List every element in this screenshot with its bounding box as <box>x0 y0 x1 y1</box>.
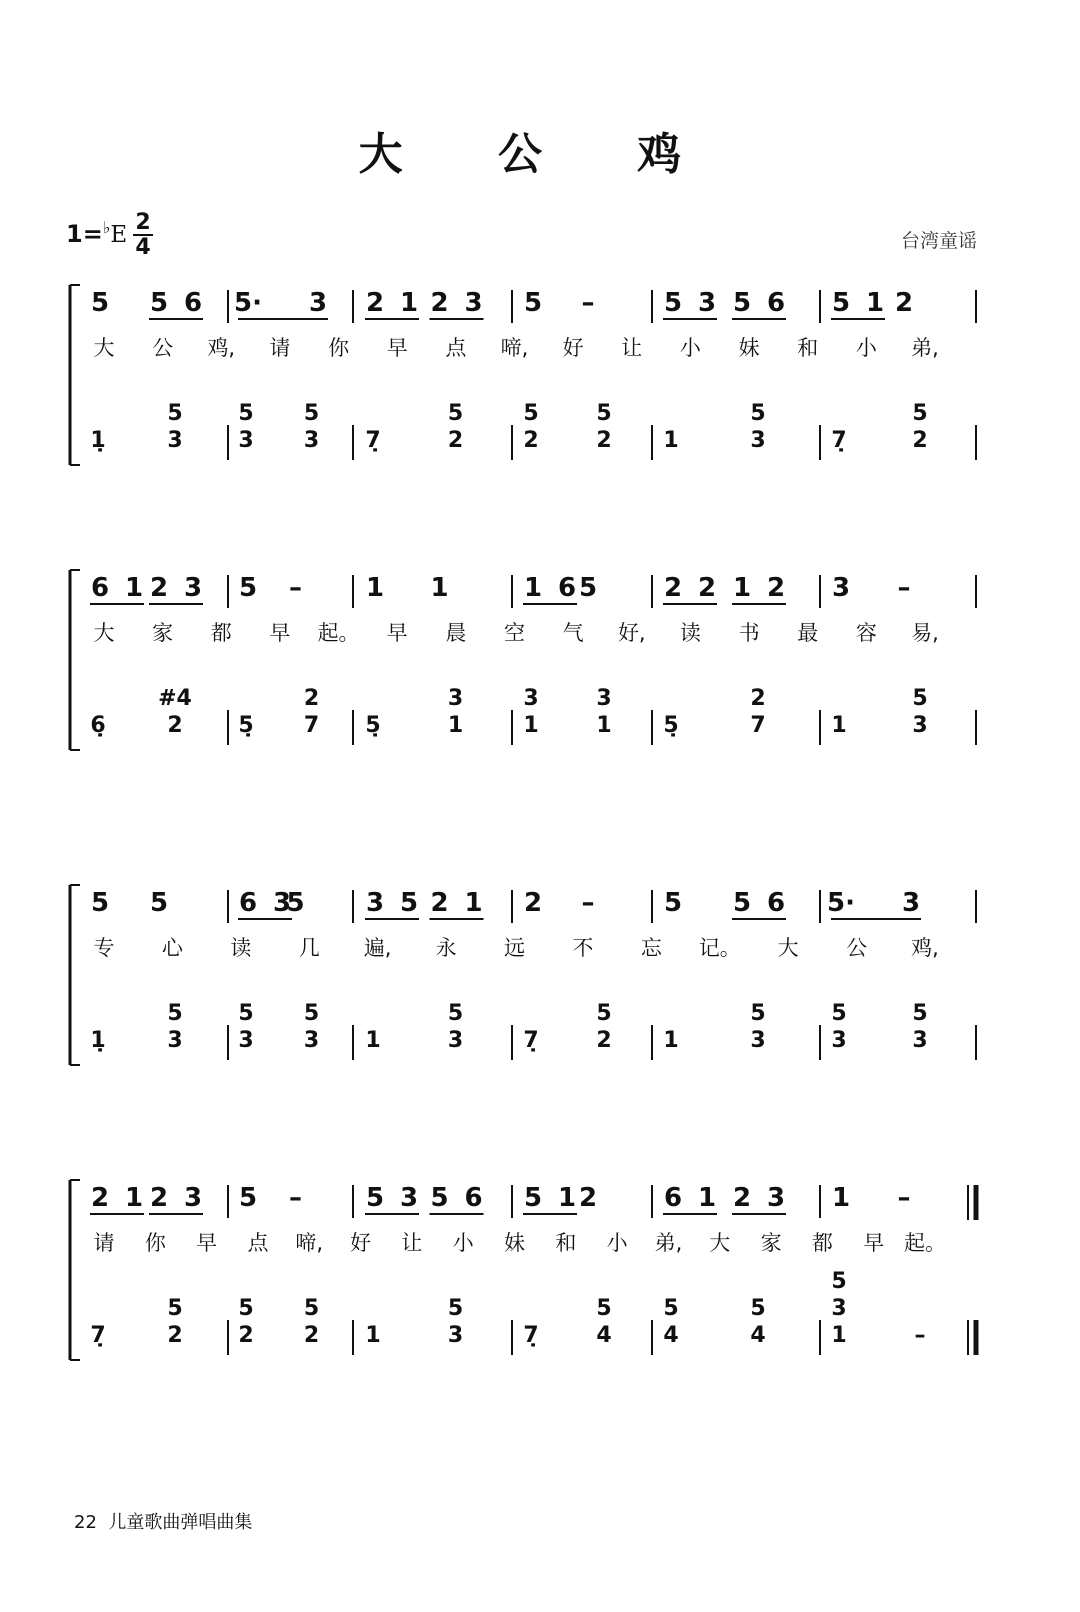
chord-note: 7 <box>750 713 766 738</box>
lyric-char: 晨 <box>445 621 467 645</box>
melody-note: 1 <box>557 1183 577 1213</box>
lyric-char: 公 <box>846 936 868 960</box>
melody-note: 2 <box>149 573 169 603</box>
chord-note: 5 <box>447 1296 464 1321</box>
lyric-char: 你 <box>328 336 350 360</box>
chord-note: 5 <box>596 1001 612 1026</box>
chord-note: 3 <box>596 686 612 711</box>
chord-note: 3 <box>831 1296 847 1321</box>
bass-note: 1̣ <box>90 1028 106 1053</box>
chord-note: 2 <box>238 1323 254 1348</box>
chord-note: 5 <box>238 401 254 426</box>
lyric-char: 专 <box>93 936 115 960</box>
chord-note: 3 <box>303 428 320 453</box>
chord-note: 2 <box>167 713 183 738</box>
lyric-char: 鸡, <box>911 936 939 960</box>
meter-bottom: 4 <box>135 235 151 260</box>
chord-note: 3 <box>750 1028 766 1053</box>
bass-note: 1̣ <box>90 428 106 453</box>
melody-note: 1 <box>732 573 752 603</box>
melody-note: 5 <box>90 288 110 318</box>
chord-note: 3 <box>167 428 183 453</box>
lyric-char: 小 <box>606 1231 628 1255</box>
melody-note: 1 <box>124 573 144 603</box>
melody-note: 3 <box>464 288 483 318</box>
melody-note: 2 <box>578 1183 598 1213</box>
lyric-char: 最 <box>797 621 819 645</box>
chord-note: 5 <box>303 401 320 426</box>
bass-note: 7̣ <box>831 428 847 453</box>
melody-note: 2 <box>894 288 914 318</box>
melody-note: 5 <box>663 288 683 318</box>
dash-sustain: – <box>897 573 911 603</box>
lyric-char: 都 <box>210 621 232 645</box>
lyric-char: 啼, <box>500 336 529 360</box>
chord-note: 2 <box>596 428 612 453</box>
lyric-char: 点 <box>445 336 467 360</box>
lyric-char: 读 <box>679 621 701 645</box>
melody-note: 5 <box>286 888 305 918</box>
melody-note: 1 <box>865 288 885 318</box>
melody-note: 5 <box>399 888 419 918</box>
dash-sustain: – <box>289 573 302 603</box>
lyric-char: 书 <box>738 621 760 645</box>
lyric-char: 早 <box>269 621 291 645</box>
melody-note: 1 <box>399 288 419 318</box>
chord-note: 5 <box>750 1001 766 1026</box>
lyric-char: 弟, <box>911 336 939 360</box>
melody-note: 2 <box>663 573 683 603</box>
melody-note: 5 <box>831 288 851 318</box>
lyric-char: 点 <box>247 1231 269 1255</box>
chord-note: 1 <box>596 713 612 738</box>
lyric-char: 远 <box>504 936 525 960</box>
lyric-char: 和 <box>555 1231 577 1255</box>
melody-note: 6 <box>238 888 258 918</box>
bass-note: 1 <box>365 1028 381 1053</box>
chord-note: 5 <box>303 1296 320 1321</box>
bass-note: 6̣ <box>90 713 106 738</box>
lyric-char: 妹 <box>504 1231 525 1255</box>
chord-note: 5 <box>523 401 539 426</box>
chord-note: 5 <box>596 401 612 426</box>
melody-note: 5 <box>238 1183 258 1213</box>
melody-note: 6 <box>766 888 786 918</box>
chord-note: 5 <box>447 1001 464 1026</box>
melody-note: 5 <box>365 1183 385 1213</box>
dash-sustain: – <box>289 1183 302 1213</box>
melody-note: 6 <box>90 573 110 603</box>
lyric-char: 忘 <box>640 936 662 960</box>
melody-note: 5 <box>523 288 543 318</box>
lyric-char: 起。 <box>317 621 360 645</box>
chord-note: 1 <box>831 1323 847 1348</box>
lyric-char: 易, <box>911 621 939 645</box>
chord-note: 5 <box>912 686 928 711</box>
lyric-char: 让 <box>621 336 643 360</box>
lyric-char: 早 <box>386 336 408 360</box>
chord-note: 2 <box>523 428 539 453</box>
lyric-char: 早 <box>196 1231 218 1255</box>
lyric-char: 不 <box>572 936 594 960</box>
melody-note: 5 <box>238 573 258 603</box>
melody-note: 6 <box>766 288 786 318</box>
chord-note: 3 <box>447 1028 464 1053</box>
bass-note: 7̣ <box>523 1323 539 1348</box>
key-prefix: 1= <box>66 220 103 248</box>
chord-note: 5 <box>750 401 766 426</box>
dash-sustain: – <box>581 888 595 918</box>
lyric-char: 空 <box>504 621 525 645</box>
chord-note: 3 <box>303 1028 320 1053</box>
melody-note: 3 <box>272 888 292 918</box>
chord-note: 3 <box>523 686 539 711</box>
chord-note: 3 <box>831 1028 847 1053</box>
chord-note: 5 <box>167 401 183 426</box>
chord-note: 5 <box>750 1296 766 1321</box>
melody-note: 3 <box>766 1183 786 1213</box>
chord-note: 3 <box>238 428 254 453</box>
chord-note: 3 <box>912 713 928 738</box>
lyric-char: 心 <box>161 936 183 960</box>
melody-note: 1 <box>430 573 449 603</box>
lyric-char: 早 <box>386 621 408 645</box>
melody-note: 6 <box>464 1183 483 1213</box>
bass-note: 1 <box>663 1028 679 1053</box>
chord-note: 5 <box>238 1296 254 1321</box>
chord-note: 2 <box>167 1323 183 1348</box>
lyric-char: 小 <box>679 336 701 360</box>
bass-note: 1 <box>365 1323 381 1348</box>
lyric-char: 读 <box>230 936 252 960</box>
lyric-char: 妹 <box>738 336 760 360</box>
lyric-char: 早 <box>863 1231 885 1255</box>
bass-note: 7̣ <box>90 1323 106 1348</box>
bass-note: 5̣ <box>238 713 254 738</box>
page-footer <box>74 1508 252 1534</box>
melody-note: 3 <box>901 888 921 918</box>
melody-note: 5 <box>430 1183 449 1213</box>
chord-note: 2 <box>750 686 766 711</box>
lyric-char: 永 <box>435 936 457 960</box>
chord-note: 3 <box>167 1028 183 1053</box>
lyric-char: 起。 <box>904 1231 946 1255</box>
bass-note: 1 <box>831 713 847 738</box>
chord-note: 1 <box>523 713 539 738</box>
chord-note: 1 <box>447 713 464 738</box>
lyric-char: 好 <box>562 336 584 360</box>
melody-note: 3 <box>183 1183 203 1213</box>
song-title: 大 公 鸡 <box>358 129 722 180</box>
chord-note: 5 <box>912 1001 928 1026</box>
lyric-char: 鸡, <box>207 336 236 360</box>
melody-note: 2 <box>365 288 385 318</box>
flat-sign: ♭ <box>102 218 111 237</box>
lyric-char: 好 <box>350 1231 372 1255</box>
chord-note: 2 <box>303 686 320 711</box>
lyric-char: 弟, <box>654 1231 683 1255</box>
melody-note: 5 <box>149 888 169 918</box>
dash-sustain: – <box>581 288 595 318</box>
chord-note: 2 <box>447 428 464 453</box>
bass-note: 1 <box>663 428 679 453</box>
melody-note: 2 <box>732 1183 752 1213</box>
melody-note: 5 <box>732 288 752 318</box>
chord-note: 5 <box>167 1001 183 1026</box>
melody-note: 2 <box>697 573 717 603</box>
lyric-char: 几 <box>298 936 320 960</box>
chord-note: 2 <box>303 1323 320 1348</box>
melody-note: 3 <box>399 1183 419 1213</box>
chord-note: 5 <box>596 1296 612 1321</box>
chord-note: 5 <box>663 1296 679 1321</box>
melody-note: 5 <box>578 573 598 603</box>
chord-note: 4 <box>750 1323 766 1348</box>
meter-top: 2 <box>135 210 151 235</box>
chord-note: 3 <box>447 686 464 711</box>
bass-note: 7̣ <box>365 428 381 453</box>
melody-note: 2 <box>766 573 786 603</box>
melody-note: 1 <box>365 573 385 603</box>
melody-note: 1 <box>124 1183 144 1213</box>
bass-note: 5̣ <box>365 713 381 738</box>
composer-credit: 台湾童谣 <box>900 230 977 252</box>
chord-note: 2 <box>596 1028 612 1053</box>
melody-note: 5· <box>234 288 262 318</box>
chord-note: 5 <box>912 401 928 426</box>
bass-note: 7̣ <box>523 1028 539 1053</box>
lyric-char: 让 <box>401 1231 423 1255</box>
chord-note: 4 <box>596 1323 612 1348</box>
melody-note: 5 <box>523 1183 543 1213</box>
chord-note: 7 <box>303 713 320 738</box>
lyric-char: 气 <box>562 621 584 645</box>
dash-sustain: – <box>897 1183 911 1213</box>
page-number: 22 <box>74 1512 97 1533</box>
lyric-char: 公 <box>152 336 174 360</box>
chord-note: 3 <box>447 1323 464 1348</box>
lyric-char: 好, <box>617 621 646 645</box>
melody-note: 5· <box>827 888 855 918</box>
lyric-char: 大 <box>93 336 115 360</box>
melody-note: 1 <box>464 888 483 918</box>
lyric-char: 大 <box>709 1231 731 1255</box>
lyric-char: 和 <box>797 336 819 360</box>
melody-note: 3 <box>831 573 851 603</box>
melody-note: 3 <box>183 573 203 603</box>
melody-note: 2 <box>149 1183 169 1213</box>
bass-note: 5̣ <box>663 713 679 738</box>
chord-note: 3 <box>238 1028 254 1053</box>
lyric-char: 请 <box>93 1231 115 1255</box>
melody-note: 2 <box>523 888 543 918</box>
lyric-char: 家 <box>152 621 174 645</box>
chord-note: 5 <box>167 1296 183 1321</box>
melody-note: 2 <box>430 888 449 918</box>
bass-note: – <box>914 1323 926 1348</box>
chord-note: 3 <box>912 1028 928 1053</box>
melody-note: 5 <box>149 288 169 318</box>
lyric-char: 遍, <box>363 936 392 960</box>
lyric-char: 记。 <box>698 936 741 960</box>
melody-note: 1 <box>697 1183 717 1213</box>
melody-note: 6 <box>557 573 577 603</box>
melody-note: 1 <box>523 573 543 603</box>
lyric-char: 小 <box>855 336 877 360</box>
melody-note: 5 <box>90 888 110 918</box>
lyric-char: 小 <box>452 1231 474 1255</box>
chord-note: #4 <box>158 686 192 711</box>
melody-note: 5 <box>663 888 683 918</box>
chord-note: 5 <box>303 1001 320 1026</box>
melody-note: 3 <box>308 288 328 318</box>
key-note: E <box>110 222 128 248</box>
chord-note: 3 <box>750 428 766 453</box>
chord-note: 5 <box>238 1001 254 1026</box>
lyric-char: 请 <box>269 336 291 360</box>
melody-note: 5 <box>732 888 752 918</box>
chord-note: 5 <box>831 1001 847 1026</box>
lyric-char: 大 <box>93 621 115 645</box>
lyric-char: 啼, <box>295 1231 324 1255</box>
chord-note: 4 <box>663 1323 679 1348</box>
melody-note: 2 <box>430 288 449 318</box>
lyric-char: 你 <box>144 1231 166 1255</box>
melody-note: 6 <box>663 1183 683 1213</box>
melody-note: 6 <box>183 288 203 318</box>
chord-note: 5 <box>831 1269 847 1294</box>
lyric-char: 容 <box>855 621 877 645</box>
lyric-char: 家 <box>760 1231 782 1255</box>
melody-note: 1 <box>831 1183 851 1213</box>
lyric-char: 大 <box>777 936 799 960</box>
melody-note: 3 <box>365 888 385 918</box>
melody-note: 3 <box>697 288 717 318</box>
book-title: 儿童歌曲弹唱曲集 <box>108 1512 253 1533</box>
chord-note: 5 <box>447 401 464 426</box>
lyric-char: 都 <box>811 1231 833 1255</box>
melody-note: 2 <box>90 1183 110 1213</box>
chord-note: 2 <box>912 428 928 453</box>
